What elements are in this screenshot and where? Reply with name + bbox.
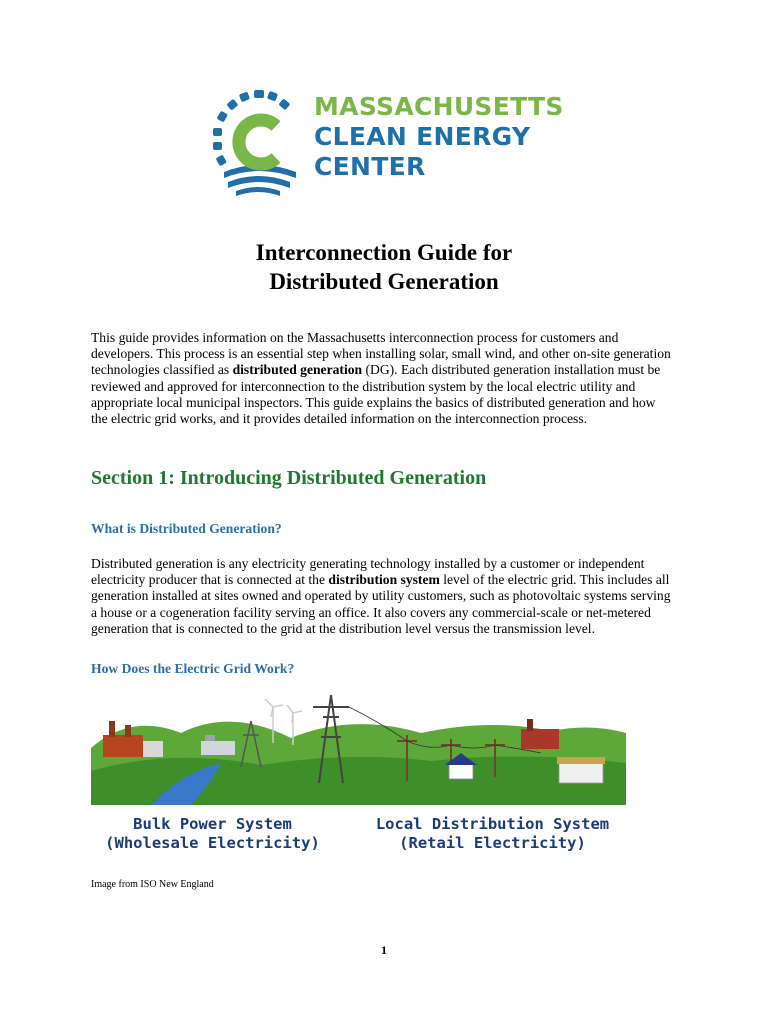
dg-bold-term: distribution system: [328, 572, 440, 588]
title-line-1: Interconnection Guide for: [255, 240, 513, 265]
image-credit: Image from ISO New England: [91, 879, 214, 890]
wholesale-label: (Wholesale Electricity): [105, 834, 320, 852]
local-distribution-label: Local Distribution System: [375, 815, 610, 833]
what-is-dg-heading: What is Distributed Generation?: [91, 521, 282, 536]
title-line-2: Distributed Generation: [269, 269, 499, 294]
retail-label: (Retail Electricity): [399, 834, 586, 852]
bulk-power-caption: [100, 815, 325, 853]
logo-emblem-icon: [210, 86, 310, 200]
intro-bold-term: distributed generation: [232, 362, 363, 378]
commercial-building-icon: [557, 757, 605, 783]
section-1-heading: Section 1: Introducing Distributed Generation: [91, 467, 487, 489]
logo-line-center: CENTER: [314, 152, 426, 181]
grid-work-heading: How Does the Electric Grid Work?: [91, 661, 295, 676]
intro-text-end: (DG). Each distributed generation installation must be reviewed and approved for interconnection to the distribution system by the local electric utility and appropriate local municipal inspectors. This guide explains the basics of distributed generation and how the electric grid works, and it provides detailed information on the interconnection process.: [91, 362, 661, 427]
dg-text-end: level of the electric grid. This includes all generation installed at sites owned and operated by utility customers, such as photovoltaic systems serving a house or a cogeneration facility serving an office. It also covers any commercial-scale or net-metered generation that is connected to the grid at the distribution level versus the transmission level.: [91, 572, 671, 636]
document-title: [0, 238, 768, 296]
bulk-power-label: Bulk Power System: [133, 815, 292, 833]
intro-text-start: This guide provides information on the Massachusetts interconnection process for customers and developers. This process is an essential step when installing solar, small wind, and other on-site generation technologies classified as: [91, 330, 671, 378]
page-number: 1: [381, 943, 387, 957]
logo-line-clean-energy: CLEAN ENERGY: [314, 122, 531, 151]
logo-line-massachusetts: MASSACHUSETTS: [314, 92, 564, 121]
dg-definition-paragraph: [91, 556, 671, 637]
local-distribution-caption: [370, 815, 615, 853]
logo-wordmark: [314, 92, 564, 182]
intro-paragraph: [91, 330, 671, 427]
dg-text-start: Distributed generation is any electricity generating technology installed by a customer or independent electricity producer that is connected at the: [91, 556, 645, 588]
electric-grid-illustration: [91, 693, 626, 805]
mass-cec-logo: [210, 86, 570, 200]
